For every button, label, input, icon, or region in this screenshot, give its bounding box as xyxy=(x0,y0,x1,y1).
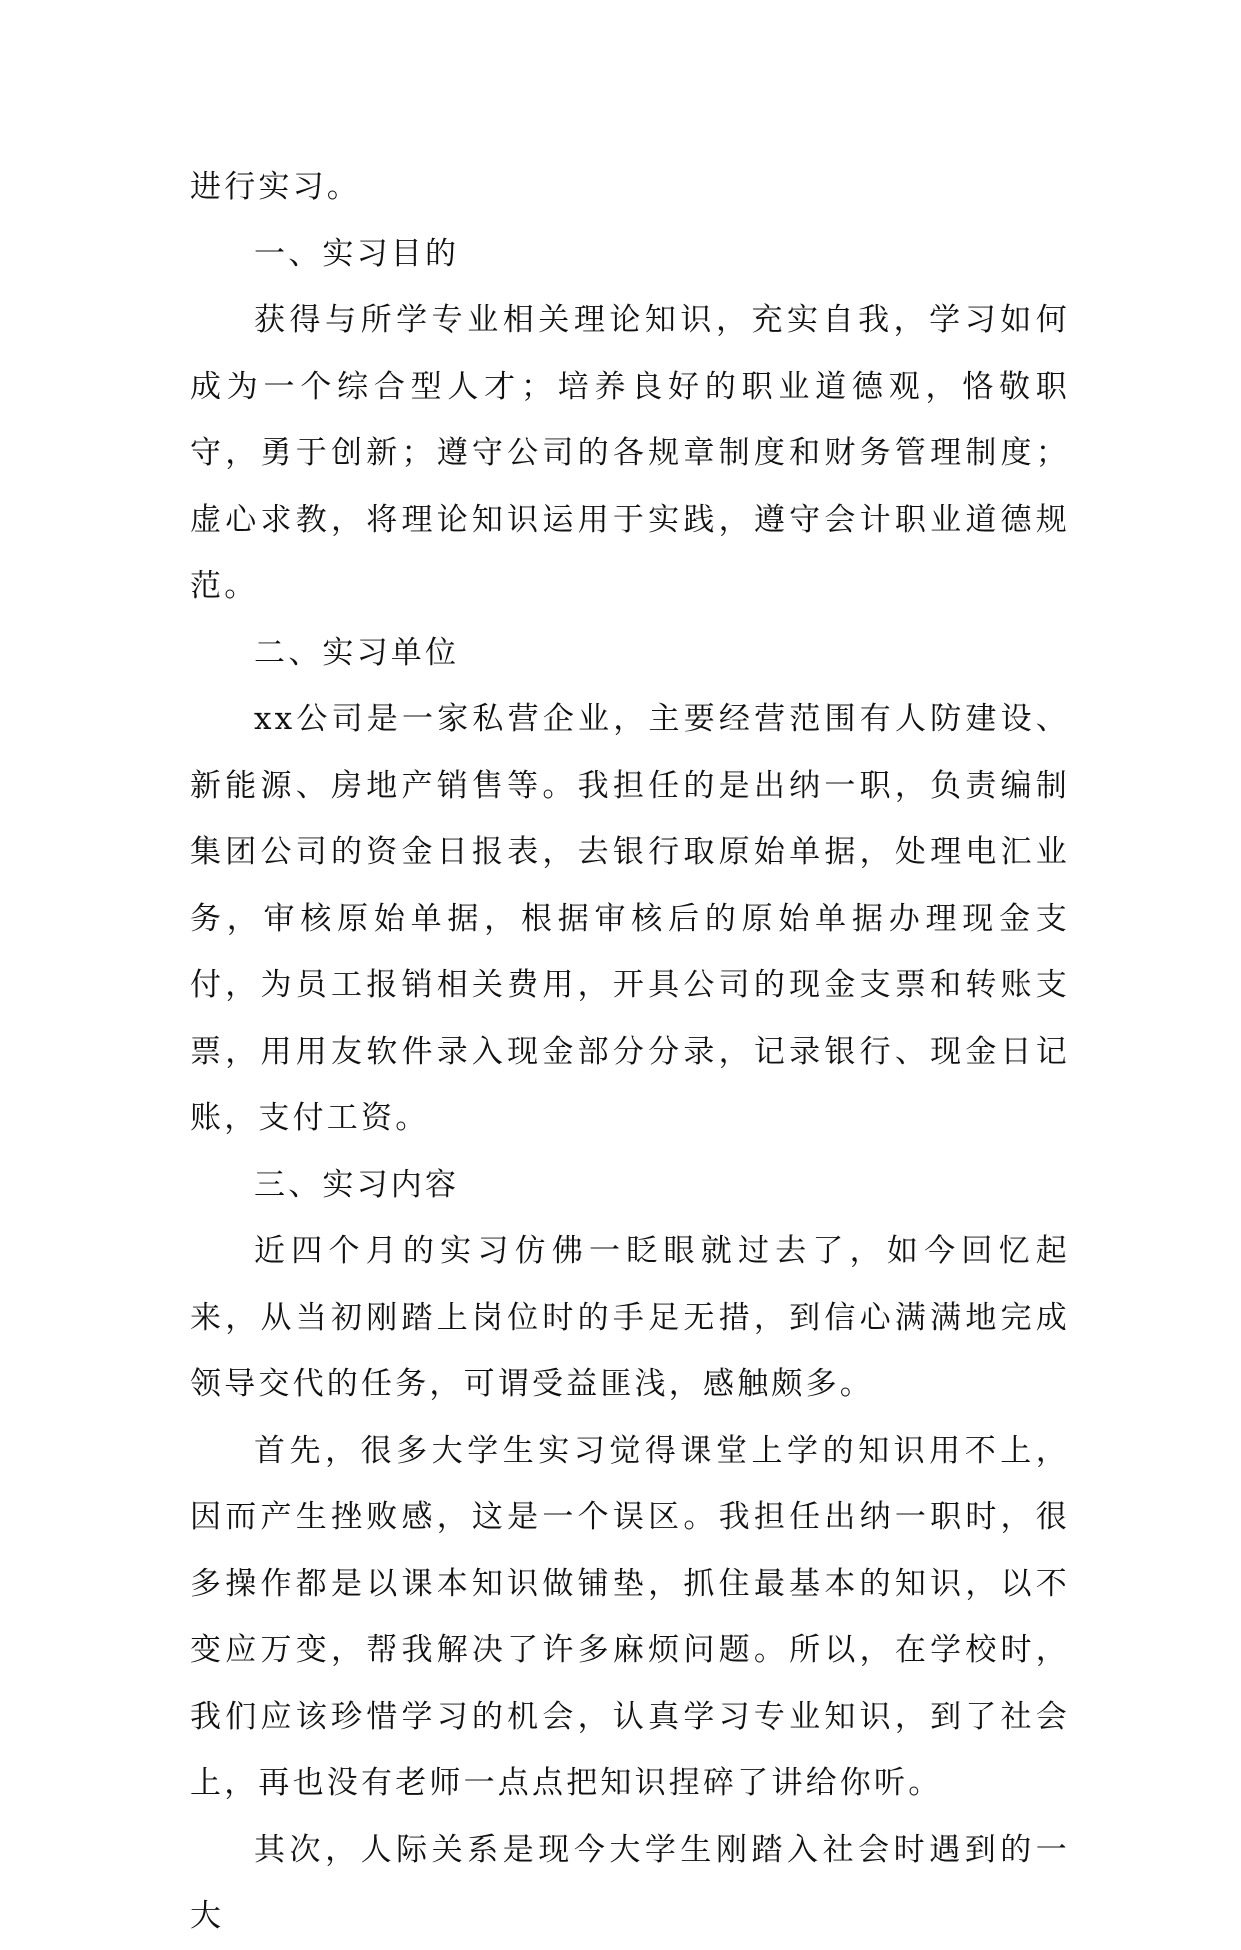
paragraph-content-first: 首先，很多大学生实习觉得课堂上学的知识用不上，因而产生挫败感，这是一个误区。我担任出纳一职时，很多操作都是以课本知识做铺垫，抓住最基本的知识，以不变应万变，帮我解决了许多麻烦问题。所以，在学校时，我们应该珍惜学习的机会，认真学习专业知识，到了社会上，再也没有老师一点点把知识捏碎了讲给你听。 xyxy=(190,1432,1070,1801)
paragraph-purpose: 获得与所学专业相关理论知识，充实自我，学习如何成为一个综合型人才；培养良好的职业道德观，恪敬职守，勇于创新；遵守公司的各规章制度和财务管理制度；虚心求教，将理论知识运用于实践，遵守会计职业道德规范。 xyxy=(190,302,1070,604)
document-body xyxy=(190,154,1070,1950)
paragraph-content-intro: 近四个月的实习仿佛一眨眼就过去了，如今回忆起来，从当初刚踏上岗位时的手足无措，到信心满满地完成领导交代的任务，可谓受益匪浅，感触颇多。 xyxy=(190,1233,1070,1402)
paragraph-unit: xx公司是一家私营企业，主要经营范围有人防建设、新能源、房地产销售等。我担任的是出纳一职，负责编制集团公司的资金日报表，去银行取原始单据，处理电汇业务，审核原始单据，根据审核后的原始单据办理现金支付，为员工报销相关费用，开具公司的现金支票和转账支票，用用友软件录入现金部分分录，记录银行、现金日记账，支付工资。 xyxy=(190,701,1070,1136)
paragraph-content-second: 其次，人际关系是现今大学生刚踏入社会时遇到的一大 xyxy=(190,1831,1070,1934)
paragraph-continuation: 进行实习。 xyxy=(190,169,361,205)
section-heading-unit: 二、实习单位 xyxy=(254,634,460,671)
section-heading-content: 三、实习内容 xyxy=(254,1166,460,1203)
section-heading-purpose: 一、实习目的 xyxy=(254,235,460,272)
